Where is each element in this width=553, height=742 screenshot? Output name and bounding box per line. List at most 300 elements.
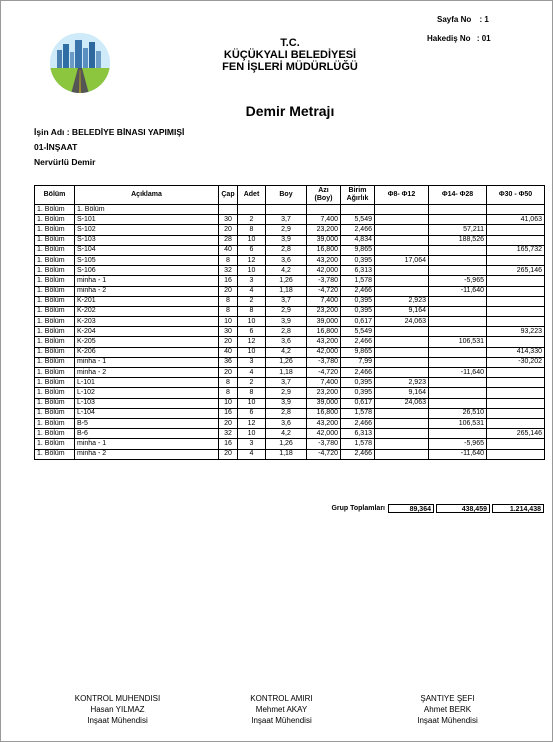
col-header: Φ8- Φ12 bbox=[375, 186, 429, 205]
item-name: Nervürlü Demir bbox=[34, 157, 96, 167]
table-cell: K-202 bbox=[75, 306, 219, 316]
table-cell bbox=[375, 286, 429, 296]
table-cell bbox=[375, 439, 429, 449]
table-cell: 1. Bölüm bbox=[35, 245, 75, 255]
table-cell: 6,313 bbox=[341, 429, 375, 439]
table-cell: 57,211 bbox=[429, 225, 487, 235]
hakedis-number: Hakediş No : 01 bbox=[427, 34, 491, 43]
table-cell: 1. Bölüm bbox=[35, 378, 75, 388]
table-cell: minha - 1 bbox=[75, 357, 219, 367]
table-cell: 1. Bölüm bbox=[35, 449, 75, 459]
table-cell: 7,99 bbox=[341, 357, 375, 367]
table-cell: 8 bbox=[238, 388, 266, 398]
table-row bbox=[35, 266, 545, 276]
table-cell: 10 bbox=[238, 398, 266, 408]
table-cell: 2,9 bbox=[266, 388, 307, 398]
table-cell: 20 bbox=[219, 449, 238, 459]
table-row bbox=[35, 368, 545, 378]
table-cell bbox=[487, 337, 545, 347]
table-row bbox=[35, 439, 545, 449]
table-cell: S-106 bbox=[75, 266, 219, 276]
table-cell: 3,6 bbox=[266, 255, 307, 265]
table-cell: K-204 bbox=[75, 327, 219, 337]
table-cell: 1. Bölüm bbox=[35, 286, 75, 296]
table-cell bbox=[375, 276, 429, 286]
table-cell: 7,400 bbox=[307, 296, 341, 306]
table-row bbox=[35, 296, 545, 306]
table-cell: 8 bbox=[219, 378, 238, 388]
municipality-logo bbox=[49, 32, 111, 94]
table-cell bbox=[266, 205, 307, 215]
table-cell: 10 bbox=[238, 317, 266, 327]
table-cell: 26,510 bbox=[429, 408, 487, 418]
table-cell: 17,064 bbox=[375, 255, 429, 265]
table-cell: 4 bbox=[238, 286, 266, 296]
table-cell: -4,720 bbox=[307, 449, 341, 459]
table-cell: 5,549 bbox=[341, 327, 375, 337]
table-cell bbox=[487, 388, 545, 398]
group-total-phi8: 89,364 bbox=[388, 504, 434, 513]
table-cell bbox=[429, 266, 487, 276]
table-cell bbox=[429, 378, 487, 388]
table-row bbox=[35, 306, 545, 316]
table-cell: 40 bbox=[219, 347, 238, 357]
table-row bbox=[35, 235, 545, 245]
table-cell: 42,000 bbox=[307, 347, 341, 357]
group-totals-label: Grup Toplamları bbox=[331, 505, 385, 512]
table-cell bbox=[487, 398, 545, 408]
signature-kontrol-amiri bbox=[219, 693, 344, 726]
table-cell bbox=[429, 215, 487, 225]
table-cell: 4,2 bbox=[266, 266, 307, 276]
table-cell: 7,400 bbox=[307, 215, 341, 225]
table-cell: 24,063 bbox=[375, 398, 429, 408]
section-name: 01-İNŞAAT bbox=[34, 142, 78, 152]
table-cell: 41,063 bbox=[487, 215, 545, 225]
table-cell: -11,640 bbox=[429, 449, 487, 459]
table-row bbox=[35, 408, 545, 418]
table-cell: 3,7 bbox=[266, 215, 307, 225]
table-cell: 2 bbox=[238, 378, 266, 388]
org-header bbox=[190, 37, 390, 73]
table-cell: 16,800 bbox=[307, 408, 341, 418]
table-cell bbox=[487, 296, 545, 306]
table-cell: -3,780 bbox=[307, 276, 341, 286]
table-cell bbox=[429, 429, 487, 439]
table-cell bbox=[375, 429, 429, 439]
table-cell: 10 bbox=[238, 235, 266, 245]
table-cell: minha - 1 bbox=[75, 439, 219, 449]
table-cell bbox=[429, 398, 487, 408]
table-cell: 3,6 bbox=[266, 418, 307, 428]
table-cell: 1. Bölüm bbox=[35, 255, 75, 265]
signature-role: KONTROL MUHENDISI bbox=[74, 694, 161, 703]
table-cell: 2,923 bbox=[375, 378, 429, 388]
table-cell: 1. Bölüm bbox=[75, 205, 219, 215]
table-cell: 16 bbox=[219, 408, 238, 418]
table-cell: 1. Bölüm bbox=[35, 408, 75, 418]
table-cell: 3,6 bbox=[266, 337, 307, 347]
table-cell: 3,9 bbox=[266, 398, 307, 408]
table-cell: 1,26 bbox=[266, 357, 307, 367]
table-cell bbox=[487, 255, 545, 265]
table-cell: S-105 bbox=[75, 255, 219, 265]
table-cell: 2,923 bbox=[375, 296, 429, 306]
table-cell: 0,617 bbox=[341, 317, 375, 327]
table-cell: 2,466 bbox=[341, 337, 375, 347]
table-cell: B-5 bbox=[75, 418, 219, 428]
org-line-3: FEN İŞLERİ MÜDÜRLÜĞÜ bbox=[222, 61, 358, 73]
table-cell: 1. Bölüm bbox=[35, 235, 75, 245]
table-header-row bbox=[35, 186, 545, 205]
table-cell: 8 bbox=[219, 388, 238, 398]
table-cell bbox=[375, 235, 429, 245]
table-cell: 3 bbox=[238, 439, 266, 449]
table-row bbox=[35, 357, 545, 367]
table-cell: 24,063 bbox=[375, 317, 429, 327]
table-cell: 3,9 bbox=[266, 317, 307, 327]
table-cell: 1,18 bbox=[266, 368, 307, 378]
table-cell: 8 bbox=[219, 306, 238, 316]
table-cell bbox=[307, 205, 341, 215]
table-cell: 1. Bölüm bbox=[35, 317, 75, 327]
signature-kontrol-muhendisi bbox=[55, 693, 180, 726]
group-total-phi14: 438,459 bbox=[436, 504, 490, 513]
table-cell: 1,18 bbox=[266, 449, 307, 459]
table-cell: S-104 bbox=[75, 245, 219, 255]
col-header: Azı (Boy) bbox=[307, 186, 341, 205]
table-cell: 0,395 bbox=[341, 255, 375, 265]
table-cell: 16,800 bbox=[307, 327, 341, 337]
table-cell: 106,531 bbox=[429, 418, 487, 428]
table-cell: 16 bbox=[219, 439, 238, 449]
table-cell: 1. Bölüm bbox=[35, 306, 75, 316]
table-cell: 7,400 bbox=[307, 378, 341, 388]
table-cell: 4,2 bbox=[266, 429, 307, 439]
col-header: Boy bbox=[266, 186, 307, 205]
table-row bbox=[35, 286, 545, 296]
table-cell: 414,330 bbox=[487, 347, 545, 357]
table-cell: -5,965 bbox=[429, 276, 487, 286]
col-header: Φ14- Φ28 bbox=[429, 186, 487, 205]
table-cell: L-103 bbox=[75, 398, 219, 408]
measurement-table bbox=[34, 185, 545, 460]
table-cell: 1,578 bbox=[341, 439, 375, 449]
org-line-2: KÜÇÜKYALI BELEDİYESİ bbox=[223, 49, 357, 61]
table-cell: 36 bbox=[219, 357, 238, 367]
table-cell bbox=[429, 357, 487, 367]
table-cell: 6 bbox=[238, 408, 266, 418]
page-number: Sayfa No : 1 bbox=[437, 15, 489, 24]
table-cell: 2,8 bbox=[266, 327, 307, 337]
table-cell: 9,164 bbox=[375, 306, 429, 316]
table-cell bbox=[487, 449, 545, 459]
table-cell bbox=[375, 408, 429, 418]
table-cell: -30,202 bbox=[487, 357, 545, 367]
table-cell bbox=[341, 205, 375, 215]
table-cell: 9,865 bbox=[341, 245, 375, 255]
table-cell: minha - 2 bbox=[75, 368, 219, 378]
table-cell bbox=[487, 368, 545, 378]
table-cell: 8 bbox=[238, 225, 266, 235]
table-cell: 10 bbox=[238, 429, 266, 439]
table-cell: 1,26 bbox=[266, 276, 307, 286]
table-cell: 10 bbox=[219, 398, 238, 408]
table-cell: 0,617 bbox=[341, 398, 375, 408]
table-cell: 265,146 bbox=[487, 266, 545, 276]
table-cell: 3 bbox=[238, 276, 266, 286]
table-cell: 2,8 bbox=[266, 245, 307, 255]
table-cell: 1. Bölüm bbox=[35, 337, 75, 347]
table-cell: -4,720 bbox=[307, 286, 341, 296]
table-cell: 8 bbox=[238, 306, 266, 316]
table-cell: 43,200 bbox=[307, 337, 341, 347]
table-cell: 4,834 bbox=[341, 235, 375, 245]
page-number-value: 1 bbox=[484, 15, 489, 24]
col-header: Adet bbox=[238, 186, 266, 205]
table-cell: 42,000 bbox=[307, 266, 341, 276]
table-cell: 6 bbox=[238, 245, 266, 255]
group-total-phi30: 1.214,438 bbox=[492, 504, 544, 513]
table-cell: 1. Bölüm bbox=[35, 357, 75, 367]
table-cell: 1. Bölüm bbox=[35, 327, 75, 337]
table-cell bbox=[375, 215, 429, 225]
table-cell: 2,466 bbox=[341, 449, 375, 459]
table-cell: 10 bbox=[238, 266, 266, 276]
table-cell: K-203 bbox=[75, 317, 219, 327]
table-cell: 8 bbox=[219, 255, 238, 265]
table-cell: 3 bbox=[238, 357, 266, 367]
table-cell: S-102 bbox=[75, 225, 219, 235]
table-cell: 1. Bölüm bbox=[35, 215, 75, 225]
table-cell: 39,000 bbox=[307, 317, 341, 327]
table-cell: 32 bbox=[219, 429, 238, 439]
table-cell: -3,780 bbox=[307, 357, 341, 367]
table-cell: 1,26 bbox=[266, 439, 307, 449]
table-cell: 1. Bölüm bbox=[35, 225, 75, 235]
table-cell bbox=[487, 378, 545, 388]
table-cell: 4 bbox=[238, 449, 266, 459]
table-cell: K-205 bbox=[75, 337, 219, 347]
table-cell: 9,865 bbox=[341, 347, 375, 357]
table-cell: 165,732 bbox=[487, 245, 545, 255]
table-cell: 0,395 bbox=[341, 296, 375, 306]
table-cell bbox=[375, 266, 429, 276]
table-cell bbox=[487, 235, 545, 245]
table-cell bbox=[375, 245, 429, 255]
table-cell: 188,526 bbox=[429, 235, 487, 245]
table-cell bbox=[238, 205, 266, 215]
col-header: Çap bbox=[219, 186, 238, 205]
table-cell bbox=[375, 418, 429, 428]
table-row bbox=[35, 245, 545, 255]
table-cell: L-101 bbox=[75, 378, 219, 388]
table-cell: 1. Bölüm bbox=[35, 296, 75, 306]
table-cell: 8 bbox=[219, 296, 238, 306]
table-cell: 3,9 bbox=[266, 235, 307, 245]
table-cell bbox=[375, 205, 429, 215]
table-cell: minha - 2 bbox=[75, 449, 219, 459]
table-cell: 40 bbox=[219, 245, 238, 255]
table-cell bbox=[487, 225, 545, 235]
table-row bbox=[35, 398, 545, 408]
table-cell: 106,531 bbox=[429, 337, 487, 347]
table-row bbox=[35, 225, 545, 235]
table-cell: 12 bbox=[238, 418, 266, 428]
signature-name: Hasan YILMAZ bbox=[90, 705, 145, 714]
table-cell bbox=[487, 286, 545, 296]
table-cell: 5,549 bbox=[341, 215, 375, 225]
table-cell bbox=[487, 418, 545, 428]
table-cell: 1. Bölüm bbox=[35, 429, 75, 439]
table-cell: 23,200 bbox=[307, 306, 341, 316]
table-cell: 0,395 bbox=[341, 388, 375, 398]
col-header: Açıklama bbox=[75, 186, 219, 205]
table-row bbox=[35, 327, 545, 337]
table-cell: 12 bbox=[238, 337, 266, 347]
table-cell bbox=[487, 205, 545, 215]
table-cell: 16 bbox=[219, 276, 238, 286]
table-cell: 1. Bölüm bbox=[35, 347, 75, 357]
job-name: İşin Adı : BELEDİYE BİNASI YAPIMIŞİ bbox=[34, 127, 185, 137]
table-cell bbox=[375, 347, 429, 357]
table-cell bbox=[487, 439, 545, 449]
table-cell bbox=[375, 327, 429, 337]
col-header: Φ30 - Φ50 bbox=[487, 186, 545, 205]
table-cell: 3,7 bbox=[266, 296, 307, 306]
table-cell bbox=[375, 449, 429, 459]
table-cell: 2,466 bbox=[341, 368, 375, 378]
table-cell: 20 bbox=[219, 418, 238, 428]
signature-title: Inşaat Mühendisi bbox=[417, 716, 478, 725]
table-cell bbox=[429, 255, 487, 265]
signature-title: Inşaat Mühendisi bbox=[251, 716, 312, 725]
signature-role: ŞANTIYE ŞEFI bbox=[420, 694, 475, 703]
table-cell: 1,578 bbox=[341, 276, 375, 286]
table-cell: K-206 bbox=[75, 347, 219, 357]
table-cell: 20 bbox=[219, 225, 238, 235]
table-cell: 2,466 bbox=[341, 225, 375, 235]
table-cell: 1. Bölüm bbox=[35, 368, 75, 378]
table-cell: 2,9 bbox=[266, 306, 307, 316]
table-cell: 1. Bölüm bbox=[35, 388, 75, 398]
table-cell: 1. Bölüm bbox=[35, 276, 75, 286]
table-cell bbox=[429, 388, 487, 398]
table-cell: 2 bbox=[238, 296, 266, 306]
table-cell: B-6 bbox=[75, 429, 219, 439]
table-row bbox=[35, 429, 545, 439]
table-cell: 23,200 bbox=[307, 225, 341, 235]
table-cell: minha - 2 bbox=[75, 286, 219, 296]
table-cell bbox=[429, 205, 487, 215]
table-cell bbox=[429, 347, 487, 357]
table-cell bbox=[429, 245, 487, 255]
table-cell: 28 bbox=[219, 235, 238, 245]
table-cell: 2,466 bbox=[341, 286, 375, 296]
table-row bbox=[35, 205, 545, 215]
table-cell: 10 bbox=[219, 317, 238, 327]
doc-title: Demir Metrajı bbox=[245, 103, 335, 119]
table-cell: 20 bbox=[219, 286, 238, 296]
table-row bbox=[35, 337, 545, 347]
table-cell bbox=[429, 306, 487, 316]
table-row bbox=[35, 378, 545, 388]
table-row bbox=[35, 347, 545, 357]
table-cell: 10 bbox=[238, 347, 266, 357]
table-cell bbox=[375, 225, 429, 235]
table-cell bbox=[375, 368, 429, 378]
table-cell: 39,000 bbox=[307, 398, 341, 408]
table-cell: 6,313 bbox=[341, 266, 375, 276]
col-header: Birim Ağırlık bbox=[341, 186, 375, 205]
table-cell bbox=[219, 205, 238, 215]
table-cell: 3,7 bbox=[266, 378, 307, 388]
table-cell: 265,146 bbox=[487, 429, 545, 439]
table-row bbox=[35, 255, 545, 265]
table-cell: 1. Bölüm bbox=[35, 418, 75, 428]
table-cell: 43,200 bbox=[307, 255, 341, 265]
table-cell bbox=[487, 276, 545, 286]
hakedis-label: Hakediş No bbox=[427, 34, 471, 43]
table-cell: -11,640 bbox=[429, 286, 487, 296]
signature-title: Inşaat Mühendisi bbox=[87, 716, 148, 725]
table-cell: 2,9 bbox=[266, 225, 307, 235]
table-cell: S-101 bbox=[75, 215, 219, 225]
table-cell bbox=[375, 357, 429, 367]
table-cell: 30 bbox=[219, 327, 238, 337]
signature-santiye-sefi bbox=[385, 693, 510, 726]
table-cell: 0,395 bbox=[341, 378, 375, 388]
table-cell: 32 bbox=[219, 266, 238, 276]
page-number-label: Sayfa No bbox=[437, 15, 472, 24]
table-cell bbox=[429, 296, 487, 306]
table-cell: K-201 bbox=[75, 296, 219, 306]
table-cell: 1. Bölüm bbox=[35, 266, 75, 276]
table-cell bbox=[487, 408, 545, 418]
table-cell: 42,000 bbox=[307, 429, 341, 439]
table-row bbox=[35, 276, 545, 286]
table-cell: 39,000 bbox=[307, 235, 341, 245]
table-row bbox=[35, 215, 545, 225]
table-row bbox=[35, 388, 545, 398]
table-cell bbox=[429, 317, 487, 327]
table-cell: 1. Bölüm bbox=[35, 439, 75, 449]
table-cell: S-103 bbox=[75, 235, 219, 245]
table-cell: 2 bbox=[238, 215, 266, 225]
table-cell: 9,164 bbox=[375, 388, 429, 398]
signature-name: Ahmet BERK bbox=[423, 705, 472, 714]
table-cell bbox=[375, 337, 429, 347]
table-cell: 1. Bölüm bbox=[35, 398, 75, 408]
table-cell bbox=[487, 306, 545, 316]
table-cell: 4,2 bbox=[266, 347, 307, 357]
signature-role: KONTROL AMIRI bbox=[250, 694, 313, 703]
signature-name: Mehmet AKAY bbox=[255, 705, 308, 714]
table-cell bbox=[487, 317, 545, 327]
table-cell: 43,200 bbox=[307, 418, 341, 428]
table-cell: -11,640 bbox=[429, 368, 487, 378]
table-cell: 93,223 bbox=[487, 327, 545, 337]
table-cell: 12 bbox=[238, 255, 266, 265]
table-cell: 30 bbox=[219, 215, 238, 225]
hakedis-value: 01 bbox=[481, 34, 491, 43]
table-cell: 4 bbox=[238, 368, 266, 378]
table-cell: 2,8 bbox=[266, 408, 307, 418]
table-cell: 1,578 bbox=[341, 408, 375, 418]
table-row bbox=[35, 317, 545, 327]
table-cell: -5,965 bbox=[429, 439, 487, 449]
table-cell: -4,720 bbox=[307, 368, 341, 378]
